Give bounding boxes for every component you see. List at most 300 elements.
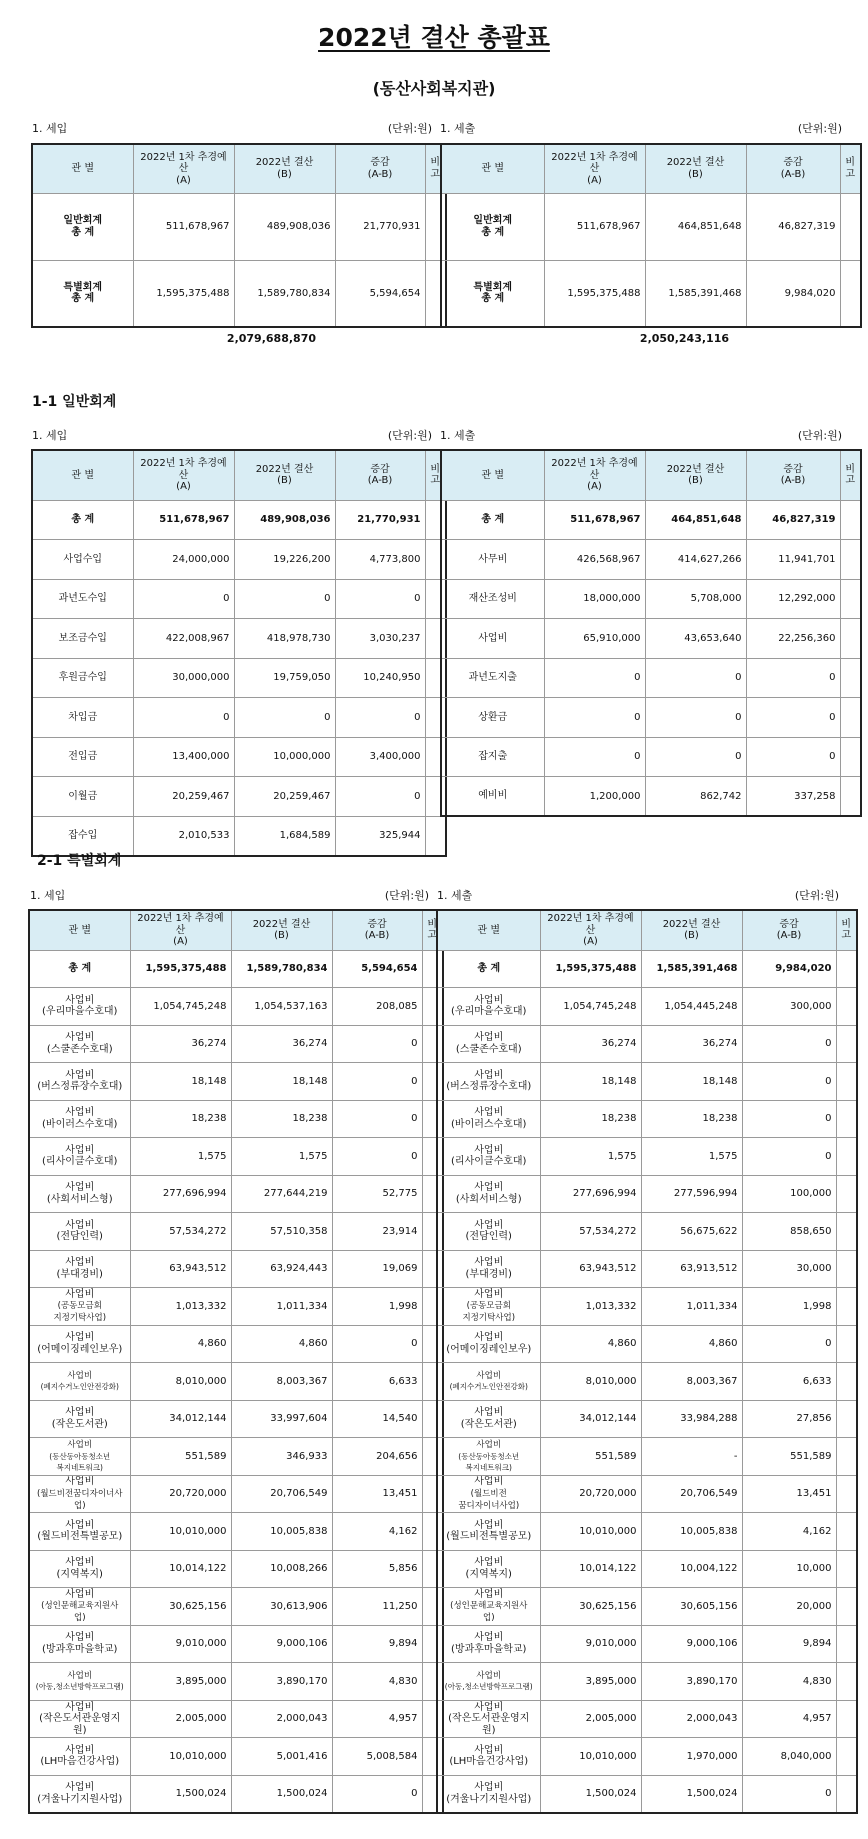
table-row — [437, 1588, 857, 1626]
row-bigo — [836, 1550, 857, 1588]
row-bigo — [836, 1138, 857, 1176]
row-budget: 10,010,000 — [540, 1738, 641, 1776]
row-name — [32, 777, 133, 817]
row-name-line1: 사업비 — [67, 1670, 93, 1681]
row-name-line1: 사업비 — [65, 1332, 95, 1344]
row-budget: 2,005,000 — [130, 1700, 231, 1738]
row-budget: 1,500,024 — [130, 1775, 231, 1813]
row-bigo — [836, 1213, 857, 1251]
row-budget: 30,000,000 — [133, 658, 234, 698]
row-name — [29, 1363, 130, 1401]
table-row — [437, 1100, 857, 1138]
table-row — [29, 1400, 443, 1438]
row-diff: 30,000 — [742, 1250, 836, 1288]
row-name-line2: (지역복지) — [56, 1568, 103, 1580]
header-settlement-line2: (B) — [688, 168, 703, 180]
special-income-table — [28, 909, 444, 1814]
row-name-line2: (우리마을수호대) — [42, 1006, 118, 1018]
table-row — [29, 1363, 443, 1401]
row-diff: 23,914 — [332, 1213, 422, 1251]
row-name — [437, 1250, 540, 1288]
header-settlement-line1: 2022년 결산 — [666, 463, 725, 475]
row-name-line1: 사업비 — [474, 1407, 504, 1419]
row-settlement: 19,759,050 — [234, 658, 335, 698]
header-diff-line2: (A-B) — [776, 930, 802, 942]
row-settlement: 1,970,000 — [641, 1738, 742, 1776]
row-bigo — [840, 260, 861, 327]
row-diff: 0 — [332, 1138, 422, 1176]
header-bigo-2: 고 — [427, 930, 438, 942]
row-diff: 858,650 — [742, 1213, 836, 1251]
org-name: (동산사회복지관) — [372, 79, 496, 98]
header-settlement — [645, 144, 746, 193]
table-row — [437, 1775, 857, 1813]
row-diff: 3,030,237 — [335, 619, 425, 659]
row-name-line1: 사업비 — [65, 1407, 95, 1419]
row-budget: 13,400,000 — [133, 737, 234, 777]
row-diff: 0 — [335, 579, 425, 619]
row-name-text: 후원금수입 — [58, 672, 107, 683]
row-diff: 19,069 — [332, 1250, 422, 1288]
row-name — [437, 1213, 540, 1251]
row-diff: 11,250 — [332, 1588, 422, 1626]
row-diff: 0 — [746, 698, 840, 738]
row-bigo — [836, 1513, 857, 1551]
row-bigo — [836, 1400, 857, 1438]
header-settlement — [234, 450, 335, 500]
row-settlement: 5,001,416 — [231, 1738, 332, 1776]
row-name — [29, 1100, 130, 1138]
row-name — [441, 260, 544, 327]
row-name-line2: (부대경비) — [56, 1268, 103, 1280]
header-budget-line1: 2022년 1차 추경예산 — [551, 458, 638, 481]
row-name-line2: (부대경비) — [465, 1268, 512, 1280]
row-budget: 1,500,024 — [540, 1775, 641, 1813]
row-settlement: 3,890,170 — [231, 1663, 332, 1701]
row-diff: 204,656 — [332, 1438, 422, 1476]
row-name-line1: 사업비 — [65, 1744, 95, 1756]
table-row — [437, 1213, 857, 1251]
row-name-line2: (사회서비스형) — [46, 1193, 113, 1205]
row-name-line3: 업) — [73, 1500, 86, 1511]
row-diff: 0 — [742, 1063, 836, 1101]
row-settlement: 57,510,358 — [231, 1213, 332, 1251]
row-name-text: 보조금수입 — [58, 632, 107, 644]
row-bigo — [836, 1363, 857, 1401]
row-name-text: 사업수입 — [63, 553, 103, 565]
row-settlement: 33,984,288 — [641, 1400, 742, 1438]
row-name-line1: 사업비 — [474, 1107, 504, 1119]
row-name-line2: (성인문해교육지원사 — [450, 1601, 528, 1612]
row-name-line2: (월드비전 — [470, 1488, 507, 1499]
row-settlement: 4,860 — [231, 1325, 332, 1363]
row-name-line1: 사업비 — [474, 1069, 504, 1081]
row-name — [29, 1250, 130, 1288]
row-budget: 18,238 — [130, 1100, 231, 1138]
table-row — [32, 260, 446, 327]
row-name — [29, 1700, 130, 1738]
header-diff-line2: (A-B) — [367, 475, 393, 487]
row-settlement: 10,005,838 — [231, 1513, 332, 1551]
header-settlement-line2: (B) — [277, 475, 292, 487]
row-name-text: 차입금 — [68, 711, 98, 723]
header-settlement — [231, 910, 332, 950]
row-diff: 337,258 — [746, 777, 840, 817]
row-name — [437, 1063, 540, 1101]
row-name-line2: (폐지수거노인안전강화) — [40, 1382, 119, 1392]
row-name-line1: 사업비 — [474, 1476, 504, 1488]
page-title: 2022년 결산 총괄표 — [318, 23, 550, 52]
row-name-line2: (월드비전꿈디자이너사 — [37, 1488, 123, 1499]
row-diff: 6,633 — [742, 1363, 836, 1401]
header-budget-line2: (A) — [587, 174, 602, 186]
header-settlement-line2: (B) — [684, 930, 699, 942]
header-name — [441, 144, 544, 193]
row-name-line1: 사업비 — [65, 1701, 95, 1713]
table-row — [29, 1625, 443, 1663]
row-name-line2: (겨울나기지원사업) — [446, 1793, 532, 1805]
row-name-line1: 사업비 — [65, 1219, 95, 1231]
table-row — [32, 658, 446, 698]
row-name — [32, 500, 133, 540]
row-diff: 0 — [742, 1325, 836, 1363]
row-diff: 13,451 — [332, 1475, 422, 1513]
row-name-line1: 사업비 — [474, 1744, 504, 1756]
row-settlement: 0 — [645, 698, 746, 738]
header-row — [441, 450, 861, 500]
row-name-line1: 사업비 — [65, 994, 95, 1006]
row-name-line2: (리사이클수호대) — [451, 1156, 527, 1168]
row-budget: 10,014,122 — [130, 1550, 231, 1588]
row-diff: 11,941,701 — [746, 540, 840, 580]
row-name — [441, 658, 544, 698]
row-name-line2: 총 계 — [71, 293, 95, 305]
row-bigo — [836, 950, 857, 988]
row-name — [441, 698, 544, 738]
row-name-line1: 사업비 — [474, 1519, 504, 1531]
row-diff: 13,451 — [742, 1475, 836, 1513]
row-name-line2: (공동모금회 — [57, 1301, 102, 1312]
summary-expense-total: 2,050,243,116 — [639, 332, 729, 345]
table-row — [29, 1513, 443, 1551]
table-row — [437, 1175, 857, 1213]
row-name-text: 사무비 — [478, 553, 508, 565]
row-diff: 0 — [335, 698, 425, 738]
header-diff — [332, 910, 422, 950]
row-name-line1: 사업비 — [65, 1182, 95, 1194]
row-name — [29, 950, 130, 988]
row-name-line2: (버스정류장수호대) — [446, 1081, 532, 1093]
row-bigo — [840, 619, 861, 659]
row-budget: 2,005,000 — [540, 1700, 641, 1738]
header-bigo-2: 고 — [430, 168, 441, 180]
row-diff: 0 — [742, 1138, 836, 1176]
row-bigo — [840, 193, 861, 260]
row-diff: 4,830 — [332, 1663, 422, 1701]
header-name — [32, 450, 133, 500]
header-diff — [742, 910, 836, 950]
row-diff: 0 — [742, 1100, 836, 1138]
row-name — [437, 1363, 540, 1401]
header-budget — [133, 450, 234, 500]
special-income-label: 1. 세입 — [30, 889, 66, 902]
row-budget: 20,720,000 — [130, 1475, 231, 1513]
row-name-line3: 복지네트워크) — [465, 1463, 512, 1473]
header-budget-line1: 2022년 1차 추경예산 — [137, 913, 224, 936]
row-name — [32, 260, 133, 327]
header-budget-line1: 2022년 1차 추경예산 — [140, 151, 227, 174]
row-diff: 12,292,000 — [746, 579, 840, 619]
table-row — [437, 950, 857, 988]
row-settlement: 1,585,391,468 — [641, 950, 742, 988]
table-row — [32, 737, 446, 777]
row-budget: 3,895,000 — [130, 1663, 231, 1701]
row-budget: 10,010,000 — [540, 1513, 641, 1551]
row-name — [437, 988, 540, 1026]
row-name-text: 전입금 — [68, 751, 98, 762]
table-row — [437, 1738, 857, 1776]
row-budget: 511,678,967 — [133, 500, 234, 540]
table-row — [29, 1250, 443, 1288]
row-bigo — [840, 698, 861, 738]
row-name-line1: 사업비 — [474, 1332, 504, 1344]
row-budget: 18,238 — [540, 1100, 641, 1138]
row-settlement: 10,008,266 — [231, 1550, 332, 1588]
header-bigo-1: 비 — [845, 463, 856, 475]
row-settlement: 277,644,219 — [231, 1175, 332, 1213]
table-row — [437, 1250, 857, 1288]
row-name — [32, 193, 133, 260]
row-diff: 0 — [746, 737, 840, 777]
table-row — [441, 777, 861, 817]
row-diff: 300,000 — [742, 988, 836, 1026]
row-name — [441, 777, 544, 817]
row-name-line2: (전담인력) — [56, 1231, 103, 1243]
row-name — [437, 1625, 540, 1663]
row-diff: 0 — [332, 1025, 422, 1063]
summary-income-total: 2,079,688,870 — [226, 332, 316, 345]
row-diff: 1,998 — [742, 1288, 836, 1326]
row-name — [441, 500, 544, 540]
header-diff — [746, 144, 840, 193]
row-budget: 24,000,000 — [133, 540, 234, 580]
row-settlement: 2,000,043 — [641, 1700, 742, 1738]
row-name-line2: (스쿨존수호대) — [46, 1043, 113, 1055]
row-diff: 6,633 — [332, 1363, 422, 1401]
header-diff-line2: (A-B) — [780, 475, 806, 487]
row-diff: 0 — [742, 1775, 836, 1813]
row-name-line2: (전담인력) — [465, 1231, 512, 1243]
table-row — [29, 950, 443, 988]
row-bigo — [840, 658, 861, 698]
row-settlement: 5,708,000 — [645, 579, 746, 619]
header-name — [32, 144, 133, 193]
header-name-text: 관 별 — [71, 469, 94, 481]
table-row — [29, 1063, 443, 1101]
row-name — [29, 1288, 130, 1326]
row-name — [437, 1550, 540, 1588]
row-name-line2: (우리마을수호대) — [451, 1006, 527, 1018]
row-name — [29, 1025, 130, 1063]
row-name-line1: 총 계 — [68, 963, 92, 974]
row-name-line1: 사업비 — [474, 1782, 504, 1793]
row-budget: 20,720,000 — [540, 1475, 641, 1513]
row-diff: 9,984,020 — [742, 950, 836, 988]
table-row — [32, 500, 446, 540]
row-bigo — [840, 579, 861, 619]
row-name-line2: (월드비전특별공모) — [446, 1531, 532, 1543]
row-budget: 1,054,745,248 — [130, 988, 231, 1026]
header-budget-line2: (A) — [173, 936, 188, 947]
summary-expense-table — [440, 143, 862, 328]
row-diff: 325,944 — [335, 816, 425, 856]
row-name — [441, 193, 544, 260]
row-diff: 46,827,319 — [746, 193, 840, 260]
row-name-line1: 사업비 — [65, 1588, 95, 1600]
row-name-line3: 복지네트워크) — [56, 1463, 103, 1473]
row-settlement: 30,605,156 — [641, 1588, 742, 1626]
row-bigo — [425, 816, 446, 856]
row-name-text: 예비비 — [478, 790, 508, 802]
header-name — [29, 910, 130, 950]
row-name — [29, 1588, 130, 1626]
row-settlement: 1,054,537,163 — [231, 988, 332, 1026]
table-row — [441, 737, 861, 777]
row-name — [29, 1475, 130, 1513]
summary-income-label: 1. 세입 — [32, 122, 68, 135]
row-budget: 0 — [544, 658, 645, 698]
row-name-text: 재산조성비 — [468, 593, 517, 604]
row-budget: 18,148 — [130, 1063, 231, 1101]
row-budget: 34,012,144 — [540, 1400, 641, 1438]
header-settlement — [645, 450, 746, 500]
row-name — [29, 1438, 130, 1476]
row-settlement: 19,226,200 — [234, 540, 335, 580]
row-name — [437, 1400, 540, 1438]
header-name-text: 관 별 — [481, 163, 504, 174]
header-diff-line1: 증감 — [370, 157, 390, 169]
row-budget: 65,910,000 — [544, 619, 645, 659]
row-name-line1: 사업비 — [67, 1370, 93, 1381]
row-name — [437, 1738, 540, 1776]
row-bigo — [836, 1625, 857, 1663]
row-budget: 8,010,000 — [540, 1363, 641, 1401]
row-budget: 36,274 — [540, 1025, 641, 1063]
row-name-line1: 사업비 — [476, 1670, 502, 1681]
table-row — [29, 1325, 443, 1363]
table-row — [29, 1738, 443, 1776]
row-name-line2: (작은도서관운영지원) — [448, 1713, 530, 1736]
row-name — [32, 619, 133, 659]
row-settlement: 346,933 — [231, 1438, 332, 1476]
row-name — [441, 540, 544, 580]
row-settlement: 2,000,043 — [231, 1700, 332, 1738]
row-budget: 9,010,000 — [130, 1625, 231, 1663]
row-name — [29, 1063, 130, 1101]
row-diff: 5,594,654 — [335, 260, 425, 327]
row-settlement: 1,589,780,834 — [231, 950, 332, 988]
row-name-line2: 총 계 — [71, 226, 95, 238]
header-name — [441, 450, 544, 500]
row-diff: 0 — [332, 1325, 422, 1363]
row-name-line1: 사업비 — [65, 1519, 95, 1531]
row-name — [32, 658, 133, 698]
row-budget: 422,008,967 — [133, 619, 234, 659]
row-bigo — [836, 1325, 857, 1363]
row-budget: 0 — [544, 737, 645, 777]
row-budget: 1,595,375,488 — [130, 950, 231, 988]
row-name — [29, 1175, 130, 1213]
row-name — [32, 737, 133, 777]
row-diff: 5,594,654 — [332, 950, 422, 988]
row-name-line1: 사업비 — [65, 1288, 95, 1300]
row-name — [29, 1400, 130, 1438]
row-budget: 426,568,967 — [544, 540, 645, 580]
row-budget: 30,625,156 — [130, 1588, 231, 1626]
row-budget: 4,860 — [130, 1325, 231, 1363]
row-name-line1: 사업비 — [474, 994, 504, 1006]
row-settlement: 10,005,838 — [641, 1513, 742, 1551]
row-name-line2: (사회서비스형) — [455, 1193, 522, 1205]
row-settlement: 30,613,906 — [231, 1588, 332, 1626]
row-settlement: 418,978,730 — [234, 619, 335, 659]
header-name-text: 관 별 — [481, 469, 504, 481]
row-diff: 0 — [746, 658, 840, 698]
row-name — [29, 1663, 130, 1701]
table-row — [441, 619, 861, 659]
header-bigo-2: 고 — [845, 475, 856, 487]
header-bigo-2: 고 — [430, 475, 441, 487]
row-name-line1: 사업비 — [474, 1632, 504, 1644]
row-budget: 9,010,000 — [540, 1625, 641, 1663]
row-diff: 5,856 — [332, 1550, 422, 1588]
row-settlement: 0 — [645, 737, 746, 777]
row-settlement: 18,238 — [231, 1100, 332, 1138]
header-settlement-line2: (B) — [277, 168, 292, 180]
row-settlement: 63,913,512 — [641, 1250, 742, 1288]
row-settlement: 9,000,106 — [231, 1625, 332, 1663]
row-settlement: 20,259,467 — [234, 777, 335, 817]
row-settlement: 8,003,367 — [231, 1363, 332, 1401]
row-settlement: 1,500,024 — [641, 1775, 742, 1813]
row-settlement: 8,003,367 — [641, 1363, 742, 1401]
row-bigo — [836, 1475, 857, 1513]
row-diff: 10,240,950 — [335, 658, 425, 698]
row-budget: 1,575 — [130, 1138, 231, 1176]
header-settlement-line1: 2022년 결산 — [666, 157, 725, 169]
row-name — [437, 950, 540, 988]
row-budget: 3,895,000 — [540, 1663, 641, 1701]
row-settlement: 0 — [234, 698, 335, 738]
row-name-text: 총 계 — [71, 514, 95, 525]
row-name-line2: (동산동아동청소년 — [458, 1451, 520, 1461]
header-name-text: 관 별 — [68, 924, 91, 936]
row-diff: 10,000 — [742, 1550, 836, 1588]
row-name-line2: (성인문해교육지원사 — [41, 1601, 119, 1612]
header-budget-line1: 2022년 1차 추경예산 — [140, 458, 227, 481]
row-settlement: 1,011,334 — [641, 1288, 742, 1326]
row-budget: 63,943,512 — [130, 1250, 231, 1288]
row-budget: 1,054,745,248 — [540, 988, 641, 1026]
row-name — [29, 1775, 130, 1813]
header-budget-line1: 2022년 1차 추경예산 — [551, 151, 638, 174]
row-name — [437, 1438, 540, 1476]
row-name-text: 상환금 — [478, 711, 508, 723]
table-row — [441, 698, 861, 738]
row-bigo — [836, 1438, 857, 1476]
table-row — [29, 1138, 443, 1176]
row-name — [32, 698, 133, 738]
